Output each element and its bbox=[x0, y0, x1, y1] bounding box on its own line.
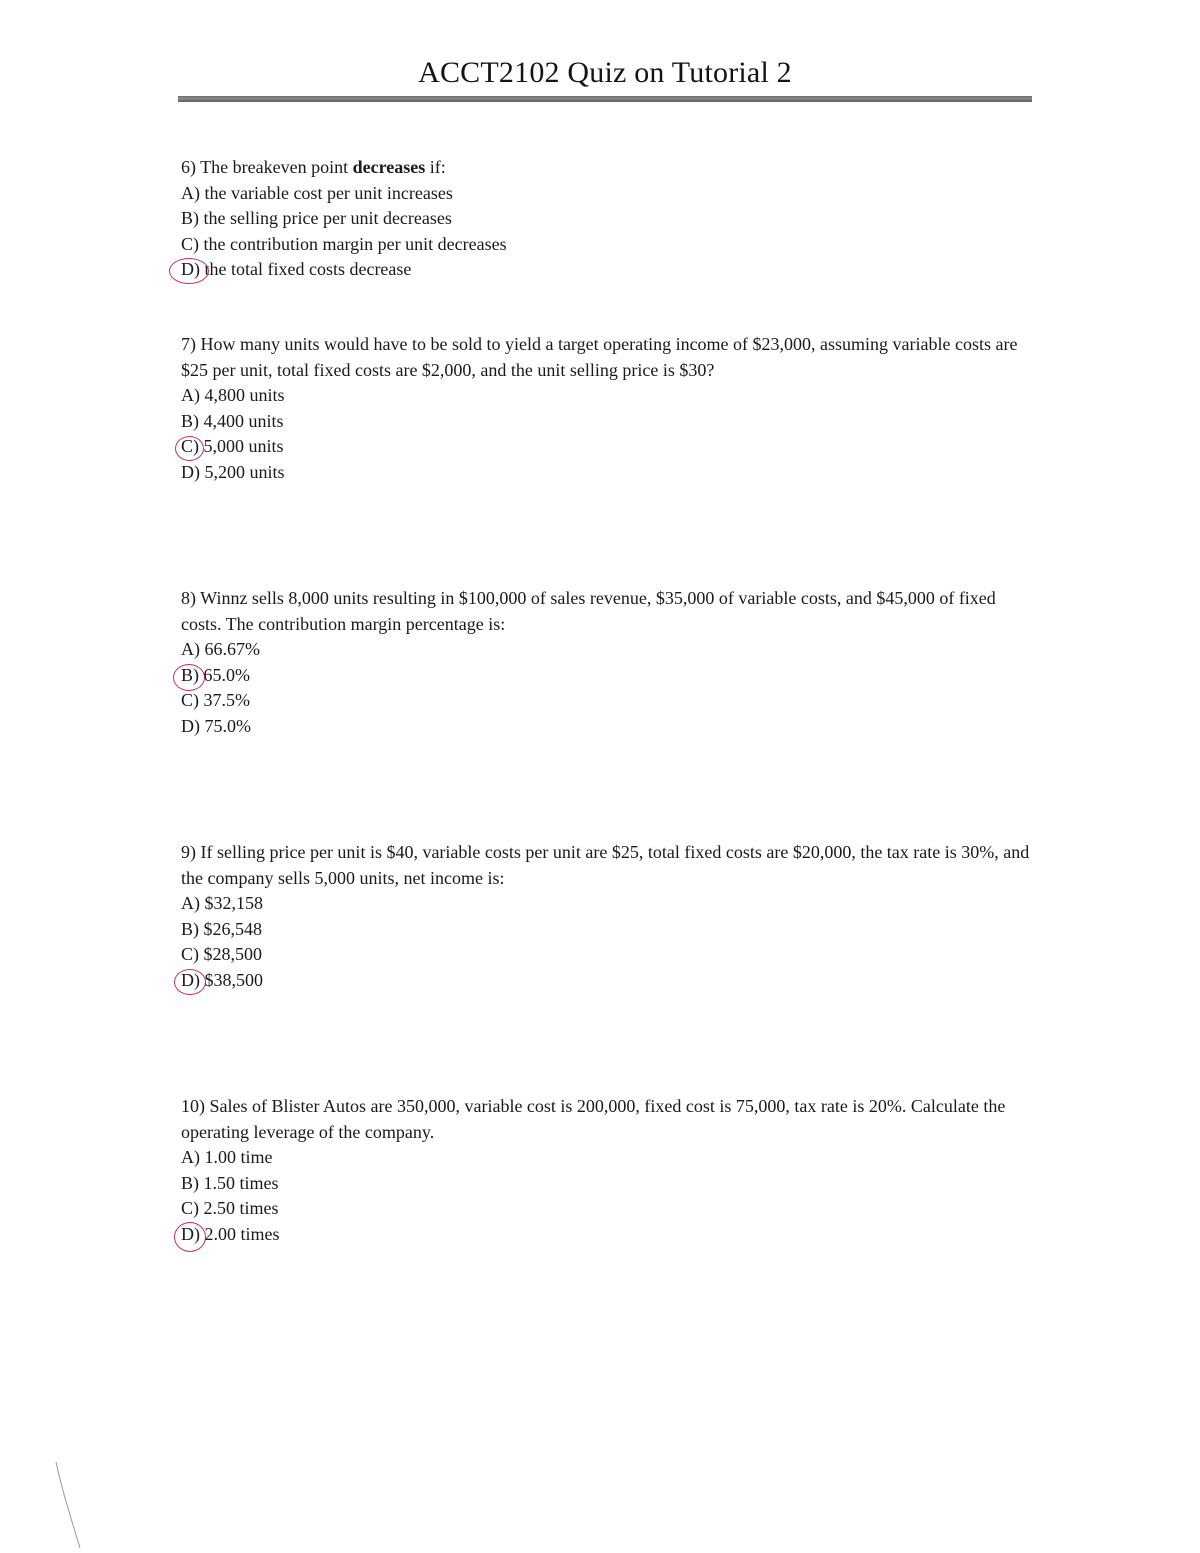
question-10-stem: 10) Sales of Blister Autos are 350,000, variable cost is 200,000, fixed cost is 75,000, tax rate is 20%. Calculate the operating leverage of the company. bbox=[181, 1096, 1006, 1142]
question-9-option-b: B) $26,548 bbox=[181, 918, 262, 939]
question-6-option-b: B) the selling price per unit decreases bbox=[181, 208, 452, 228]
question-10-option-a: A) 1.00 time bbox=[181, 1147, 273, 1167]
question-9-option-d bbox=[181, 968, 1031, 994]
question-10 bbox=[181, 1094, 1031, 1247]
question-6-stem-before: 6) The breakeven point bbox=[181, 157, 353, 177]
question-10-option-d bbox=[181, 1222, 1031, 1248]
margin-pen-stroke bbox=[0, 0, 120, 1553]
question-7-option-c bbox=[181, 434, 1031, 460]
question-9 bbox=[181, 840, 1031, 993]
question-8-option-d: D) 75.0% bbox=[181, 715, 251, 736]
question-8-option-b-text: B) 65.0% bbox=[181, 664, 250, 685]
question-7-option-c-text: C) 5,000 units bbox=[181, 436, 284, 456]
question-6-stem bbox=[181, 155, 1031, 181]
question-6-stem-after: if: bbox=[425, 157, 446, 177]
question-6-option-c: C) the contribution margin per unit decreases bbox=[181, 233, 507, 254]
question-9-option-a: A) $32,158 bbox=[181, 893, 263, 913]
question-7-option-b: B) 4,400 units bbox=[181, 410, 284, 431]
question-10-option-c: C) 2.50 times bbox=[181, 1198, 279, 1218]
question-8-option-a: A) 66.67% bbox=[181, 639, 260, 659]
question-6-option-a: A) the variable cost per unit increases bbox=[181, 182, 453, 203]
question-6 bbox=[181, 155, 1031, 283]
page-title: ACCT2102 Quiz on Tutorial 2 bbox=[418, 56, 792, 89]
question-8-option-c: C) 37.5% bbox=[181, 690, 250, 710]
question-9-stem: 9) If selling price per unit is $40, variable costs per unit are $25, total fixed costs are $20,000, the tax rate is 30%, and the company sells 5,000 units, net income is: bbox=[181, 842, 1030, 888]
header-rule bbox=[178, 96, 1032, 102]
question-6-stem-bold: decreases bbox=[352, 157, 426, 177]
question-7-option-a: A) 4,800 units bbox=[181, 385, 285, 405]
question-7-stem: 7) How many units would have to be sold to yield a target operating income of $23,000, assuming variable costs are $25 per unit, total fixed costs are $2,000, and the unit selling price is $30? bbox=[181, 334, 1018, 380]
question-6-option-d bbox=[181, 257, 1031, 283]
question-10-option-b: B) 1.50 times bbox=[181, 1172, 279, 1193]
question-8-option-b bbox=[181, 663, 1031, 689]
question-9-option-c: C) $28,500 bbox=[181, 944, 262, 964]
question-7-option-d: D) 5,200 units bbox=[181, 461, 285, 482]
question-8 bbox=[181, 586, 1031, 739]
question-6-option-d-text: D) the total fixed costs decrease bbox=[181, 259, 412, 279]
question-10-option-d-text: D) 2.00 times bbox=[181, 1223, 280, 1244]
question-7 bbox=[181, 332, 1031, 485]
question-9-option-d-text: D) $38,500 bbox=[181, 969, 263, 990]
question-8-stem: 8) Winnz sells 8,000 units resulting in $100,000 of sales revenue, $35,000 of variable costs, and $45,000 of fixed costs. The contribution margin percentage is: bbox=[181, 588, 996, 634]
